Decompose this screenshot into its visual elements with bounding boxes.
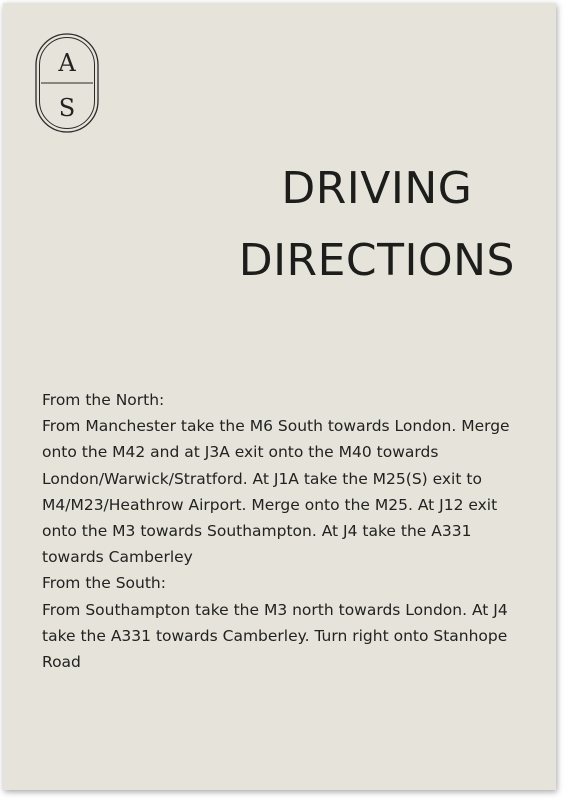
title-line-2: DIRECTIONS <box>238 235 515 286</box>
invitation-card <box>3 3 556 790</box>
title-line-1: DRIVING <box>281 163 473 214</box>
south-heading: From the South: <box>42 574 166 593</box>
south-directions: From Southampton take the M3 north towards London. At J4 take the A331 towards Camberley. Turn right onto Stanhope Road <box>42 600 508 672</box>
monogram-top-letter: A <box>58 49 76 77</box>
page-title <box>239 153 515 297</box>
monogram-logo <box>35 33 99 133</box>
monogram-bottom-letter: S <box>58 94 76 122</box>
north-directions: From Manchester take the M6 South towards London. Merge onto the M42 and at J3A exit onto the M40 towards London/Warwick/Stratford. At J1A take the M25(S) exit to M4/M23/Heathrow Airport. Merge onto the M25. At J12 exit onto the M3 towards Southampton. At J4 take the A331 towards Camberley <box>42 417 510 567</box>
north-heading: From the North: <box>42 391 165 409</box>
directions-text <box>42 387 512 675</box>
